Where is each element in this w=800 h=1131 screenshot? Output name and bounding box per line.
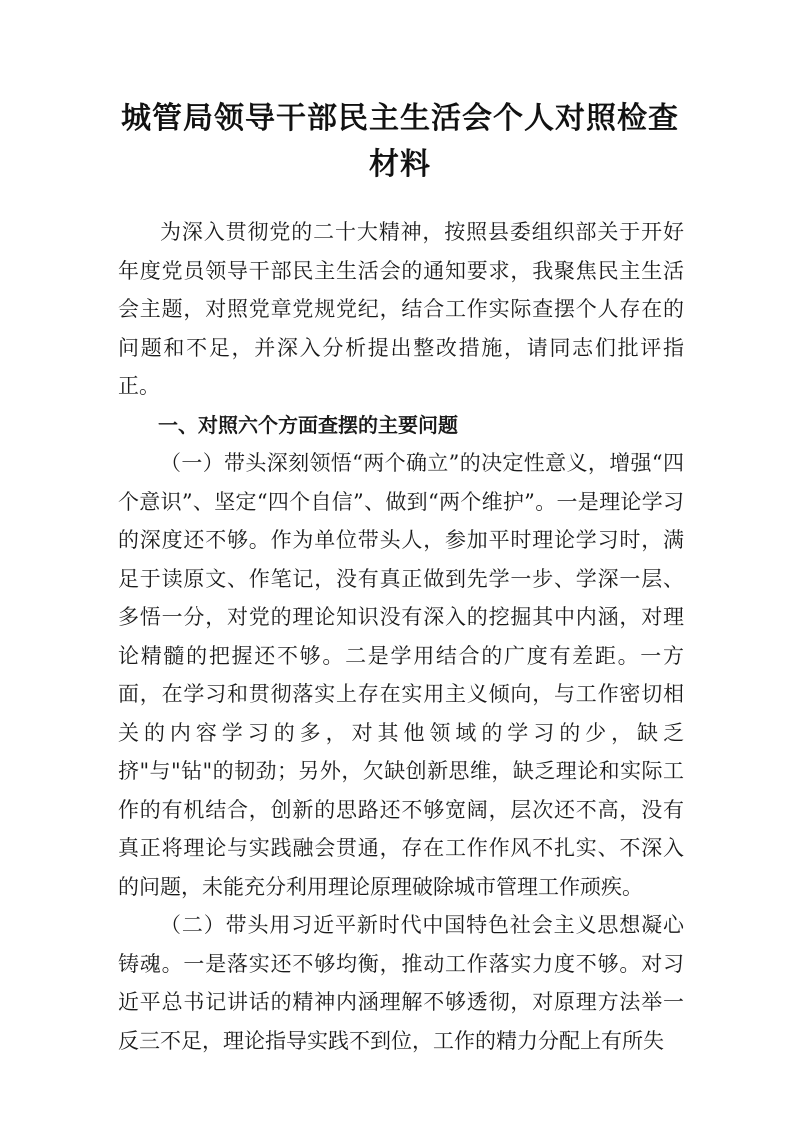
section-heading: 一、对照六个方面查摆的主要问题	[158, 412, 458, 437]
document-title: 城管局领导干部民主生活会个人对照检查材料	[121, 101, 679, 182]
body-paragraph-2: （二）带头用习近平新时代中国特色社会主义思想凝心铸魂。一是落实还不够均衡，推动工作落实力度不够。对习近平总书记讲话的精神内涵理解不够透彻，对原理方法举一反三不足，理论指导实践不到位，工作的精力分配上有所失	[118, 913, 684, 1053]
body-paragraph-1: （一）带头深刻领悟“两个确立”的决定性意义，增强“四个意识”、坚定“四个自信”、做到“两个维护”。一是理论学习的深度还不够。作为单位带头人，参加平时理论学习时，满足于读原文、作笔记，没有真正做到先学一步、学深一层、多悟一分，对党的理论知识没有深入的挖掘其中内涵，对理论精髓的把握还不够。二是学用结合的广度有差距。一方面，在学习和贯彻落实上存在实用主义倾向，与工作密切相关的内容学习的多，对其他领域的学习的少，缺乏挤"与"钻"的韧劲；另外，欠缺创新思维，缺乏理论和实际工作的有机结合，创新的思路还不够宽阔，层次还不高，没有真正将理论与实践融会贯通，存在工作作风不扎实、不深入的问题，未能充分利用理论原理破除城市管理工作顽疾。	[118, 451, 684, 899]
document-body	[118, 213, 684, 1060]
intro-paragraph: 为深入贯彻党的二十大精神，按照县委组织部关于开好年度党员领导干部民主生活会的通知要求，我聚焦民主生活会主题，对照党章党规党纪，结合工作实际查摆个人存在的问题和不足，并深入分析提出整改措施，请同志们批评指正。	[118, 220, 684, 398]
